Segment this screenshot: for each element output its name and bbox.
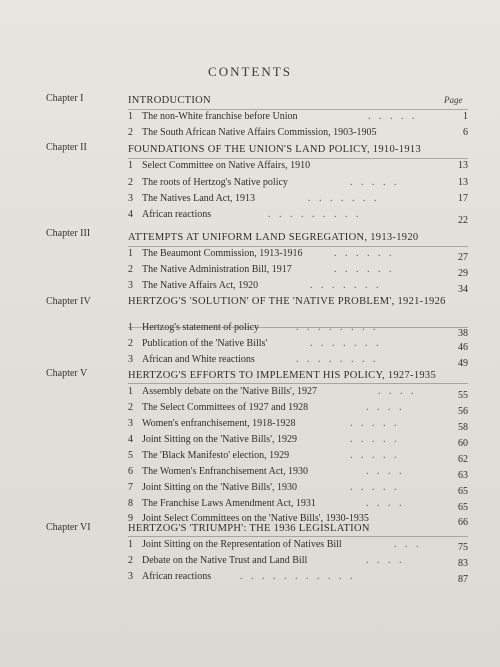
section-entry <box>128 177 468 191</box>
section-page: 34 <box>458 284 468 295</box>
section-page: 65 <box>458 486 468 497</box>
section-page: 38 <box>458 328 468 339</box>
leader-dots: . . . . . <box>350 434 400 445</box>
section-title: Debate on the Native Trust and Land Bill <box>142 555 308 566</box>
section-entry <box>128 209 468 226</box>
contents-heading: CONTENTS <box>208 64 292 79</box>
section-title: Women's enfranchisement, 1918-1928 <box>142 418 296 429</box>
section-title: Joint Sitting on the 'Native Bills', 1930 <box>142 482 297 493</box>
section-title: The Select Committees of 1927 and 1928 <box>142 402 309 413</box>
section-page: 60 <box>458 438 468 449</box>
section-page: 65 <box>458 502 468 513</box>
section-number: 2 <box>128 402 133 413</box>
section-entry <box>128 111 468 125</box>
section-entry <box>128 354 468 368</box>
chapter-title: HERTZOG'S EFFORTS TO IMPLEMENT HIS POLICY, 1927-1935 <box>128 370 437 381</box>
section-title: Joint Select Committees on the 'Native Bills', 1930-1935 <box>142 513 369 524</box>
section-title: The roots of Hertzog's Native policy <box>142 177 288 188</box>
title-rule <box>128 158 468 159</box>
title-rule <box>128 383 468 384</box>
section-number: 3 <box>128 354 133 365</box>
section-page: 49 <box>458 358 468 369</box>
section-number: 9 <box>128 513 133 524</box>
section-title: The Natives Land Act, 1913 <box>142 193 256 204</box>
leader-dots: . . . . . <box>350 482 400 493</box>
leader-dots: . . . . <box>366 466 405 477</box>
section-page: 13 <box>458 160 468 171</box>
section-page: 56 <box>458 406 468 417</box>
section-entry <box>128 280 468 294</box>
section-number: 2 <box>128 555 133 566</box>
section-number: 6 <box>128 466 133 477</box>
section-page: 29 <box>458 268 468 279</box>
leader-dots: . . . . . . . . <box>296 354 379 365</box>
leader-dots: . . . . . . <box>334 264 395 275</box>
section-entry <box>128 539 468 553</box>
leader-dots: . . . . <box>366 498 405 509</box>
section-title: Select Committee on Native Affairs, 1910 <box>142 160 311 171</box>
chapter-title: FOUNDATIONS OF THE UNION'S LAND POLICY, 1910-1913 <box>128 144 422 155</box>
section-page: 66 <box>458 517 468 528</box>
section-title: The Franchise Laws Amendment Act, 1931 <box>142 498 316 509</box>
leader-dots: . . . . . . . <box>310 280 382 291</box>
section-entry <box>128 338 468 352</box>
chapter-title: INTRODUCTION <box>128 95 211 106</box>
section-number: 1 <box>128 386 133 397</box>
section-title: African reactions <box>142 209 212 220</box>
chapter-label: Chapter V <box>46 368 88 379</box>
section-number: 1 <box>128 111 133 122</box>
section-number: 4 <box>128 209 133 220</box>
section-number: 2 <box>128 127 133 138</box>
section-number: 8 <box>128 498 133 509</box>
chapter-label: Chapter I <box>46 93 84 104</box>
leader-dots: . . . <box>394 539 422 550</box>
section-page: 75 <box>458 542 468 553</box>
title-rule <box>128 109 468 110</box>
section-page: 63 <box>458 470 468 481</box>
section-page: 62 <box>458 454 468 465</box>
section-title: The 'Black Manifesto' election, 1929 <box>142 450 290 461</box>
section-title: Publication of the 'Native Bills' <box>142 338 268 349</box>
section-number: 1 <box>128 248 133 259</box>
section-number: 1 <box>128 160 133 171</box>
leader-dots: . . . . . . . . . <box>268 209 362 220</box>
section-number: 3 <box>128 193 133 204</box>
section-title: The Native Affairs Act, 1920 <box>142 280 259 291</box>
section-title: African and White reactions <box>142 354 255 365</box>
chapter-label: Chapter III <box>46 228 91 239</box>
section-title: The non-White franchise before Union <box>142 111 298 122</box>
leader-dots: . . . . . <box>368 111 418 122</box>
section-number: 3 <box>128 418 133 429</box>
section-page: 83 <box>458 558 468 569</box>
section-page: 13 <box>458 177 468 188</box>
leader-dots: . . . . . . . . . . . <box>240 571 356 582</box>
chapter-title: ATTEMPTS AT UNIFORM LAND SEGREGATION, 1913-1920 <box>128 232 419 243</box>
section-title: Hertzog's statement of policy <box>142 322 260 333</box>
chapter-label: Chapter II <box>46 142 87 153</box>
section-number: 3 <box>128 280 133 291</box>
section-entry <box>128 322 468 339</box>
section-entry <box>128 418 468 432</box>
section-page: 55 <box>458 390 468 401</box>
section-title: Assembly debate on the 'Native Bills', 1927 <box>142 386 317 397</box>
section-entry <box>128 466 468 480</box>
section-entry <box>128 498 468 512</box>
section-entry <box>128 160 468 174</box>
section-page: 58 <box>458 422 468 433</box>
leader-dots: . . . . <box>378 386 417 397</box>
section-title: The Women's Enfranchisement Act, 1930 <box>142 466 309 477</box>
section-number: 1 <box>128 539 133 550</box>
section-entry <box>128 402 468 416</box>
section-number: 2 <box>128 177 133 188</box>
section-entry <box>128 482 468 496</box>
section-entry <box>128 434 468 448</box>
chapter-title: HERTZOG'S 'SOLUTION' OF THE 'NATIVE PROBLEM', 1921-1926 <box>128 296 446 307</box>
section-page: 22 <box>458 215 468 226</box>
leader-dots: . . . . . <box>350 418 400 429</box>
section-entry <box>128 193 468 207</box>
section-number: 5 <box>128 450 133 461</box>
chapter-label: Chapter VI <box>46 522 91 533</box>
section-title: The Native Administration Bill, 1917 <box>142 264 292 275</box>
section-title: Joint Sitting on the 'Native Bills', 1929 <box>142 434 297 445</box>
title-rule <box>128 536 468 537</box>
section-number: 7 <box>128 482 133 493</box>
chapter-label: Chapter IV <box>46 296 91 307</box>
section-entry <box>128 386 468 400</box>
section-entry <box>128 264 468 278</box>
leader-dots: . . . . . <box>350 450 400 461</box>
leader-dots: . . . . . . . <box>310 338 382 349</box>
section-page: 27 <box>458 252 468 263</box>
section-page: 46 <box>458 342 468 353</box>
chapter-title: HERTZOG'S 'TRIUMPH': THE 1936 LEGISLATION <box>128 523 370 534</box>
section-number: 2 <box>128 264 133 275</box>
page-column-label: Page <box>444 95 463 105</box>
section-number: 2 <box>128 338 133 349</box>
section-entry <box>128 127 468 141</box>
leader-dots: . . . . <box>366 402 405 413</box>
section-page: 6 <box>463 127 468 138</box>
section-title: The Beaumont Commission, 1913-1916 <box>142 248 303 259</box>
section-entry <box>128 248 468 262</box>
section-page: 87 <box>458 574 468 585</box>
leader-dots: . . . . . . . <box>308 193 380 204</box>
leader-dots: . . . . . . <box>334 248 395 259</box>
leader-dots: . . . . . . . . <box>296 322 379 333</box>
section-title: The South African Native Affairs Commission, 1903-1905 <box>142 127 377 138</box>
title-rule <box>128 246 468 247</box>
section-title: Joint Sitting on the Representation of Natives Bill <box>142 539 342 550</box>
section-page: 17 <box>458 193 468 204</box>
section-page: 1 <box>463 111 468 122</box>
section-entry <box>128 555 468 569</box>
section-entry <box>128 450 468 464</box>
section-title: African reactions <box>142 571 212 582</box>
leader-dots: . . . . <box>366 555 405 566</box>
section-number: 1 <box>128 322 133 333</box>
section-entry <box>128 571 468 585</box>
section-number: 4 <box>128 434 133 445</box>
section-number: 3 <box>128 571 133 582</box>
leader-dots: . . . . . <box>350 177 400 188</box>
